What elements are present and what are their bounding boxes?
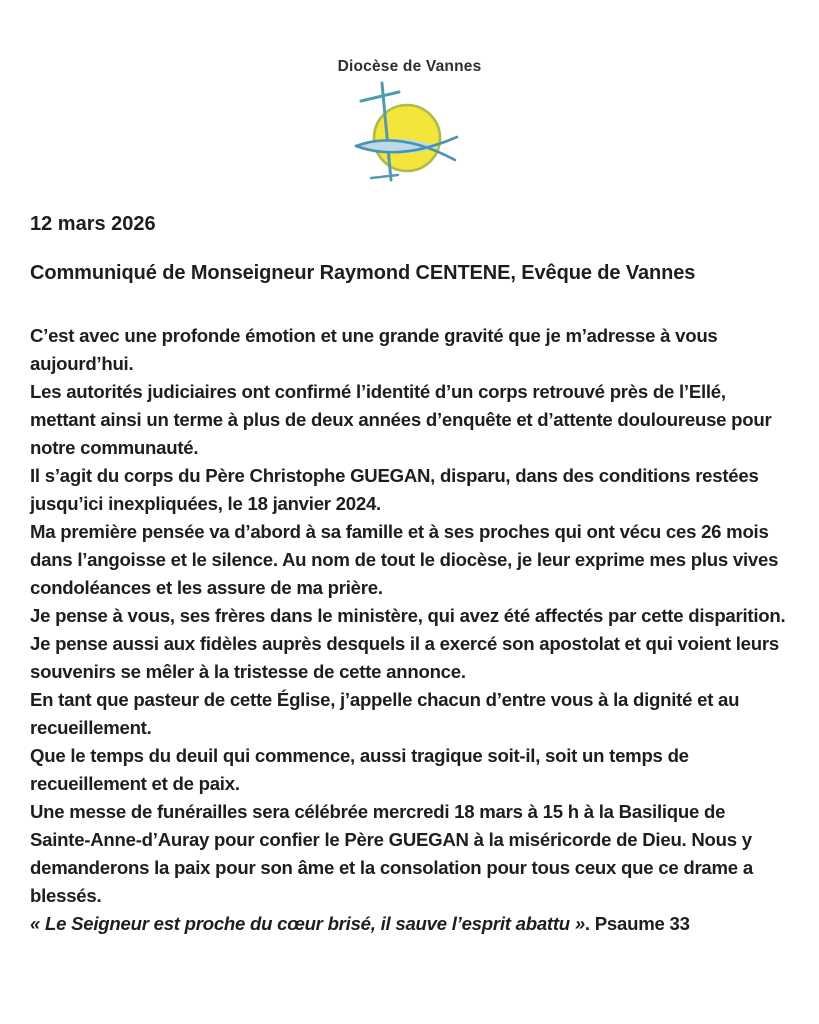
paragraph: C’est avec une profonde émotion et une grande gravité que je m’adresse à vous aujourd’hui. (30, 325, 718, 374)
diocese-logo-icon (350, 80, 470, 192)
scripture-quote (30, 910, 789, 938)
body-text (30, 322, 789, 910)
paragraph: Je pense à vous, ses frères dans le ministère, qui avez été affectés par cette disparition. (30, 605, 786, 626)
cross-foot-icon (371, 175, 398, 178)
organization-name: Diocèse de Vannes (337, 58, 482, 75)
paragraph: Une messe de funérailles sera célébrée mercredi 18 mars à 15 h à la Basilique de Sainte-Anne-d’Auray pour confier le Père GUEGAN à la miséricorde de Dieu. Nous y demanderons la paix pour son âme et la consolation pour tous ceux que ce drame a blessés. (30, 801, 753, 906)
paragraph: En tant que pasteur de cette Église, j’appelle chacun d’entre vous à la dignité et au recueillement. (30, 689, 740, 738)
paragraph: Ma première pensée va d’abord à sa famille et à ses proches qui ont vécu ces 26 mois dans l’angoisse et le silence. Au nom de tout le diocèse, je leur exprime mes plus vives condoléances et les assure de ma prière. (30, 521, 779, 598)
date-line: 12 mars 2026 (30, 213, 156, 235)
quote-text: « Le Seigneur est proche du cœur brisé, il sauve l’esprit abattu » (30, 913, 585, 934)
paragraph: Il s’agit du corps du Père Christophe GUEGAN, disparu, dans des conditions restées jusqu’ici inexpliquées, le 18 janvier 2024. (30, 465, 759, 514)
paragraph: Les autorités judiciaires ont confirmé l’identité d’un corps retrouvé près de l’Ellé, mettant ainsi un terme à plus de deux années d’enquête et d’attente douloureuse pour notre communauté. (30, 381, 772, 458)
communique-content (0, 212, 819, 938)
paragraph: Que le temps du deuil qui commence, aussi tragique soit-il, soit un temps de recueillement et de paix. (30, 745, 689, 794)
communique-heading: Communiqué de Monseigneur Raymond CENTENE, Evêque de Vannes (30, 262, 696, 284)
quote-attribution: Psaume 33 (594, 913, 690, 934)
quote-separator: . (584, 913, 595, 934)
cross-bar-icon (361, 92, 399, 101)
letterhead (0, 0, 819, 197)
paragraph: Je pense aussi aux fidèles auprès desquels il a exercé son apostolat et qui voient leurs souvenirs se mêler à la tristesse de cette annonce. (30, 633, 779, 682)
